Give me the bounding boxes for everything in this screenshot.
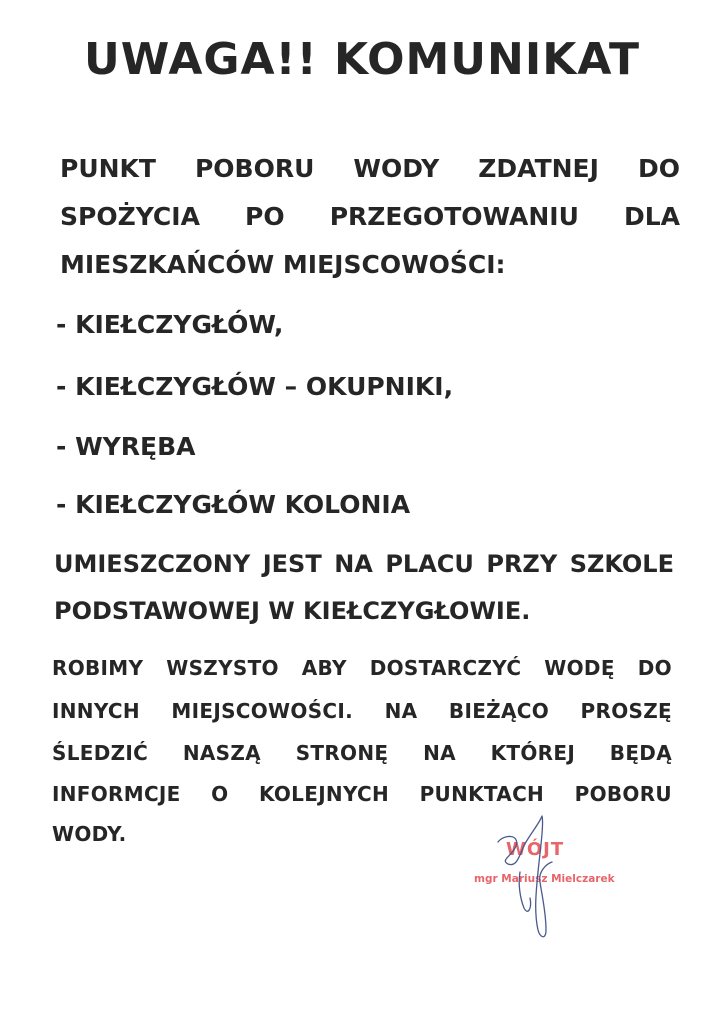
location-word: JEST <box>262 550 322 578</box>
notice-word: PROSZĘ <box>580 699 672 723</box>
intro-word: ZDATNEJ <box>478 154 599 183</box>
notice-title: UWAGA!! KOMUNIKAT <box>84 34 640 85</box>
notice-word: BĘDĄ <box>609 741 672 765</box>
intro-word: SPOŻYCIA <box>60 202 200 231</box>
place-item: - KIEŁCZYGŁÓW KOLONIA <box>56 490 411 519</box>
notice-word: MIEJSCOWOŚCI. <box>171 699 354 723</box>
notice-word: NA <box>423 741 456 765</box>
notice-word: INFORMCJE <box>52 782 181 806</box>
intro-word: PRZEGOTOWANIU <box>329 202 579 231</box>
place-item: - WYRĘBA <box>56 432 196 461</box>
location-word: SZKOLE <box>569 550 674 578</box>
notice-word: KTÓREJ <box>490 741 576 765</box>
place-item: - KIEŁCZYGŁÓW – OKUPNIKI, <box>56 372 454 401</box>
notice-word: ŚLEDZIĆ <box>52 741 149 765</box>
notice-word: DO <box>637 656 672 680</box>
notice-line-2 <box>52 699 672 723</box>
notice-line-1 <box>52 656 672 680</box>
location-line-2: PODSTAWOWEJ W KIEŁCZYGŁOWIE. <box>54 597 531 625</box>
notice-line-4 <box>52 782 672 806</box>
intro-word: PO <box>245 202 285 231</box>
intro-word: DO <box>637 154 680 183</box>
intro-line-1 <box>60 154 680 183</box>
notice-word: BIEŻĄCO <box>448 699 550 723</box>
notice-word: INNYCH <box>52 699 140 723</box>
notice-word: WSZYSTO <box>166 656 279 680</box>
intro-line-2 <box>60 202 680 231</box>
notice-word: STRONĘ <box>295 741 389 765</box>
intro-line-3: MIESZKAŃCÓW MIEJSCOWOŚCI: <box>60 250 506 279</box>
notice-line-5: WODY. <box>52 822 127 846</box>
notice-line-3 <box>52 741 672 765</box>
notice-word: PUNKTACH <box>419 782 545 806</box>
intro-word: WODY <box>353 154 440 183</box>
notice-word: POBORU <box>574 782 672 806</box>
notice-word: KOLEJNYCH <box>258 782 390 806</box>
intro-word: PUNKT <box>60 154 156 183</box>
signature <box>490 812 580 947</box>
location-word: PRZY <box>486 550 558 578</box>
location-word: PLACU <box>385 550 474 578</box>
notice-word: ROBIMY <box>52 656 144 680</box>
location-word: UMIESZCZONY <box>54 550 251 578</box>
intro-word: DLA <box>623 202 680 231</box>
notice-word: DOSTARCZYĆ <box>369 656 522 680</box>
notice-word: NA <box>384 699 418 723</box>
stamp-name: mgr Mariusz Mielczarek <box>474 873 615 885</box>
location-word: NA <box>334 550 373 578</box>
notice-word: ABY <box>301 656 347 680</box>
location-line-1 <box>54 550 674 578</box>
notice-word: WODĘ <box>544 656 615 680</box>
stamp-title: WÓJT <box>506 839 565 860</box>
notice-word: O <box>211 782 229 806</box>
place-item: - KIEŁCZYGŁÓW, <box>56 310 284 339</box>
intro-word: POBORU <box>194 154 315 183</box>
notice-word: NASZĄ <box>182 741 261 765</box>
